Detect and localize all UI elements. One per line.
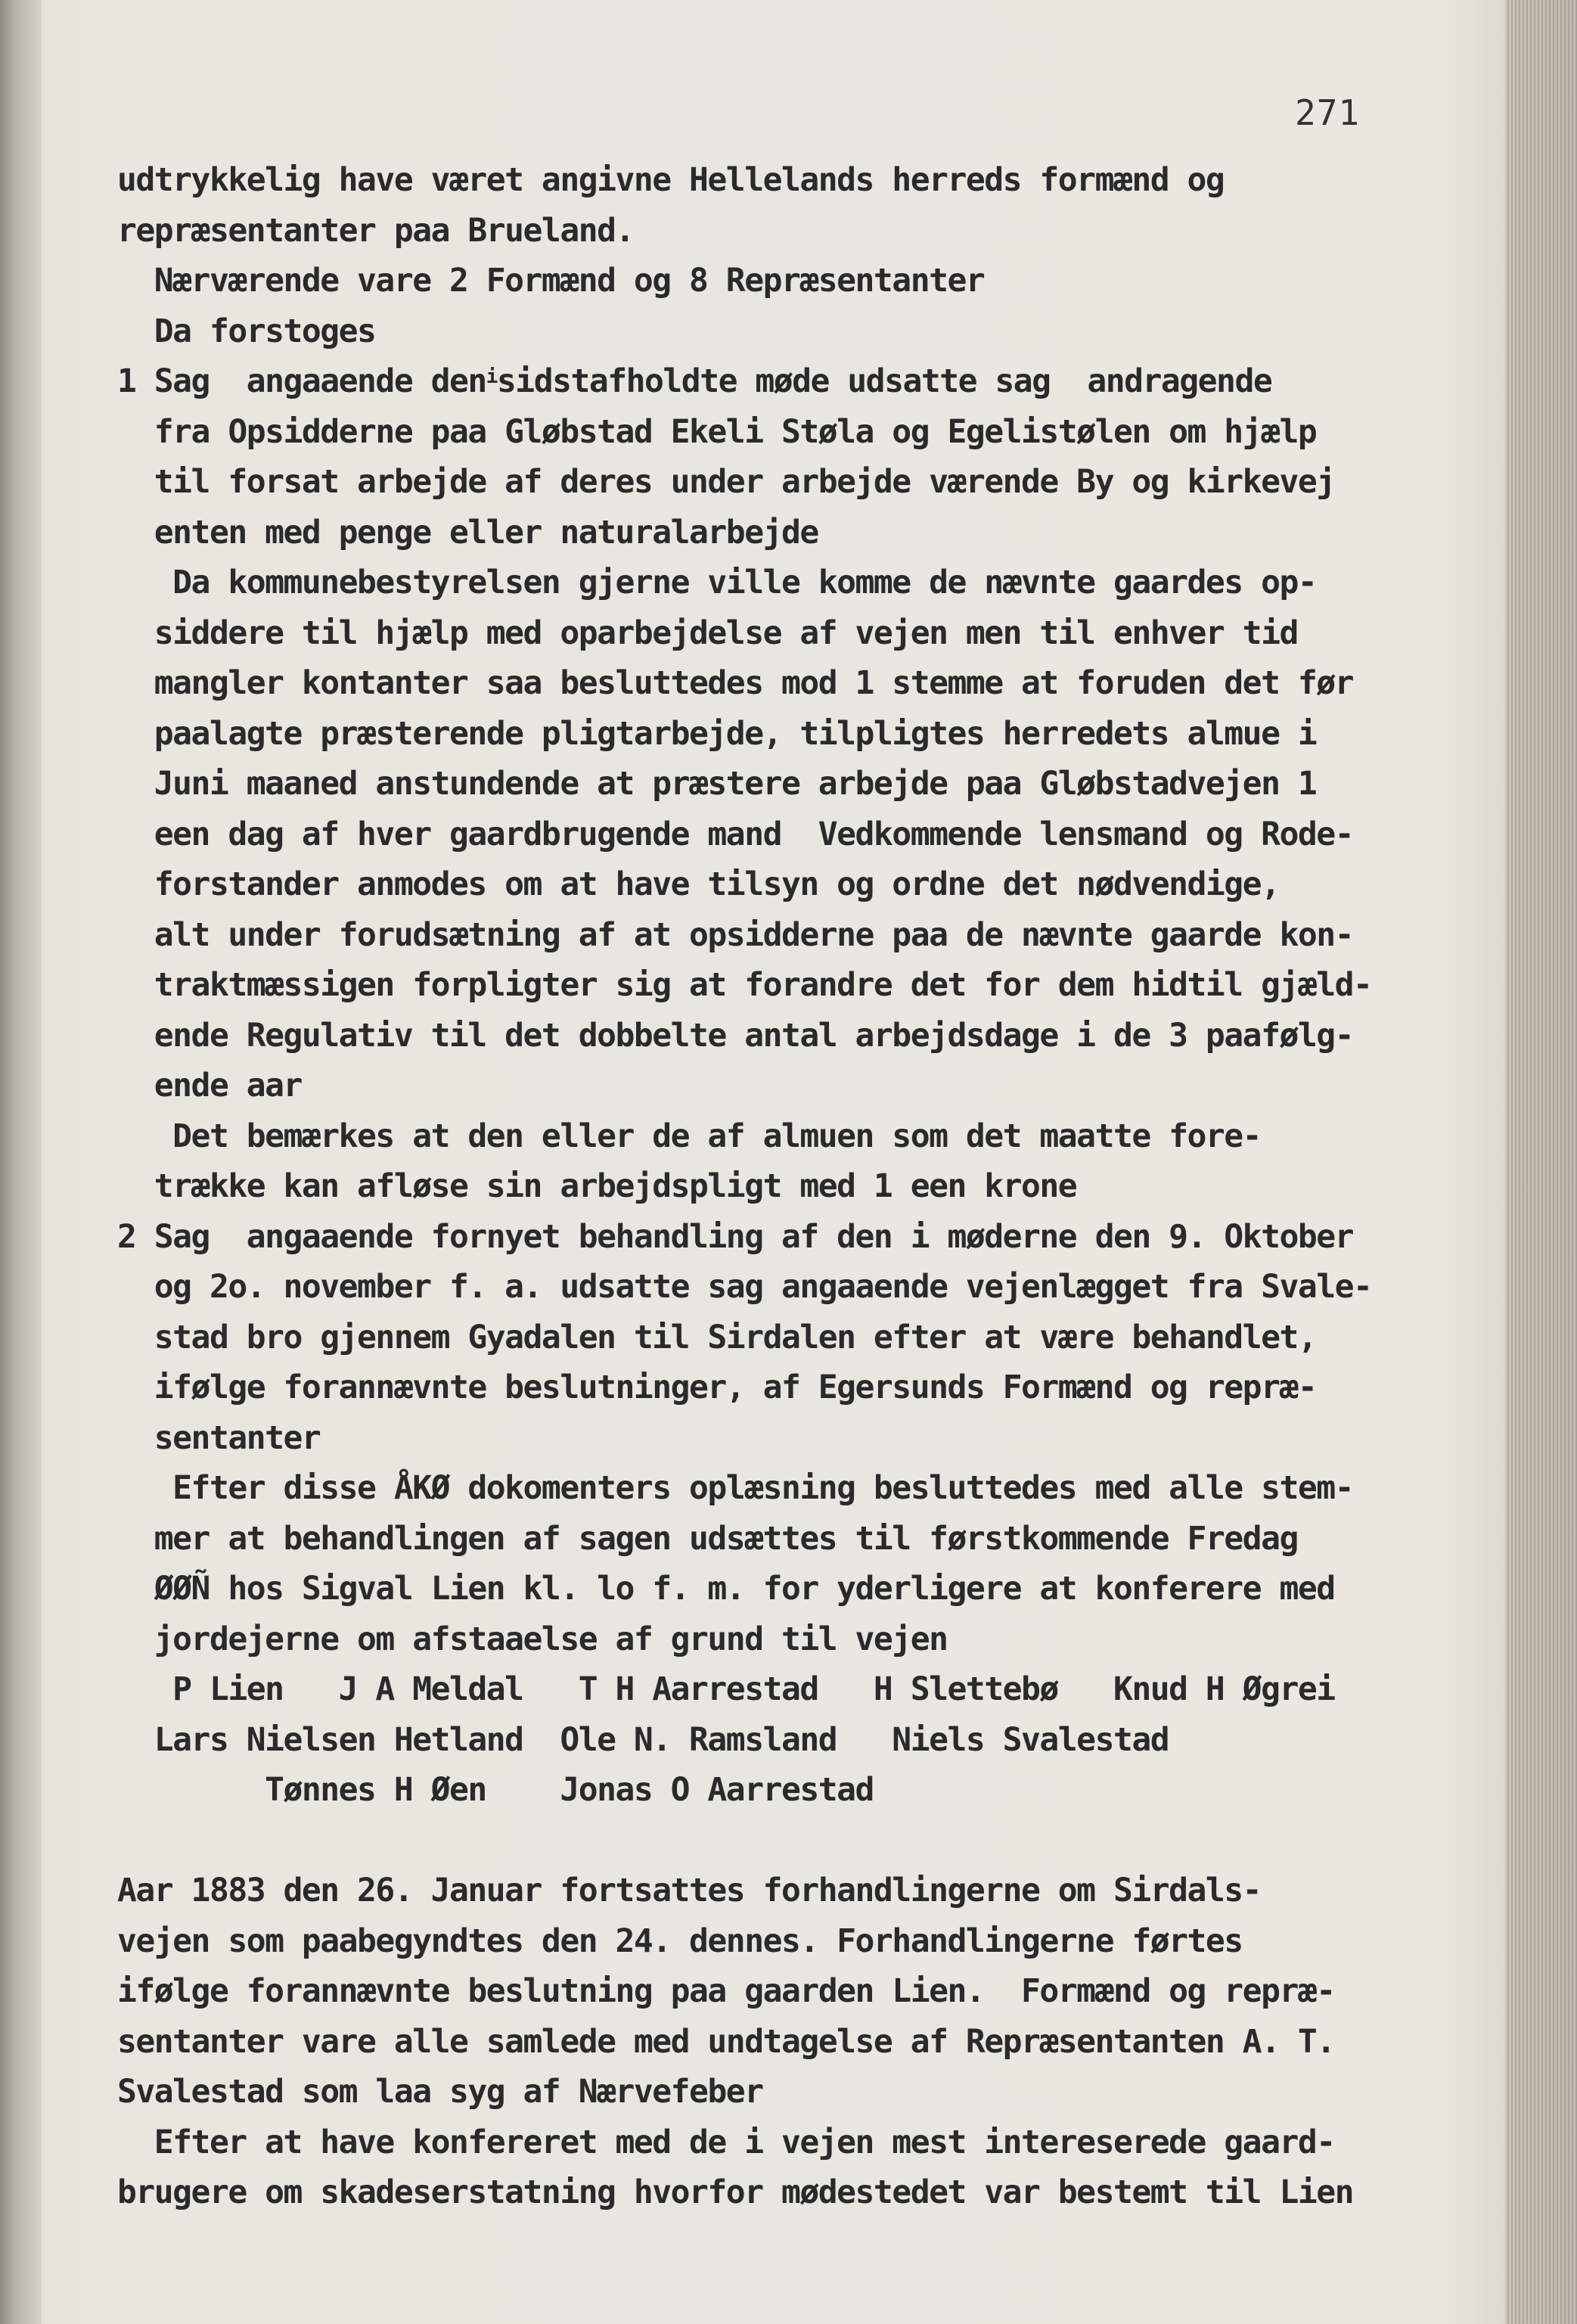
text-line: Aar 1883 den 26. Januar fortsattes forhandlingerne om Sirdals-	[117, 1872, 1262, 1909]
text-segment: 1 Sag angaaende den	[117, 362, 486, 400]
text-line: og 2o. november f. a. udsatte sag angaaende vejenlægget fra Svale-	[117, 1268, 1372, 1306]
text-line: ifølge forannævnte beslutning paa gaarden Lien. Formænd og repræ-	[117, 1972, 1335, 2010]
signature-line: Tønnes H Øen Jonas O Aarrestad	[117, 1771, 874, 1809]
text-line: forstander anmodes om at have tilsyn og ordne det nødvendige,	[117, 865, 1280, 903]
text-line: jordejerne om afstaaelse af grund til vejen	[117, 1620, 948, 1658]
text-line: sentanter vare alle samlede med undtagelse af Repræsentanten A. T.	[117, 2022, 1335, 2061]
text-line: udtrykkelig have været angivne Hellelands herreds formænd og	[117, 161, 1225, 199]
blank-line	[117, 1816, 1494, 1866]
text-line: ende Regulativ til det dobbelte antal arbejdsdage i de 3 paafølg-	[117, 1016, 1354, 1055]
text-line: mer at behandlingen af sagen udsættes til førstkommende Fredag	[117, 1519, 1298, 1558]
text-line: mangler kontanter saa besluttedes mod 1 stemme at foruden det før	[117, 664, 1354, 702]
signature-line: Lars Nielsen Hetland Ole N. Ramsland Niels Svalestad	[117, 1720, 1169, 1759]
text-line: ende aar	[117, 1067, 302, 1105]
page-gutter	[0, 0, 42, 2324]
text-line: siddere til hjælp med oparbejdelse af vejen men til enhver tid	[117, 614, 1298, 652]
text-line: trække kan afløse sin arbejdspligt med 1 een krone	[117, 1167, 1077, 1205]
text-line: Det bemærkes at den eller de af almuen som det maatte fore-	[117, 1117, 1262, 1155]
text-line: brugere om skadeserstatning hvorfor mødestedet var bestemt til Lien	[117, 2173, 1354, 2211]
text-line: Da kommunebestyrelsen gjerne ville komme de nævnte gaardes op-	[117, 564, 1317, 601]
text-line: paalagte præsterende pligtarbejde, tilpligtes herredets almue i	[117, 714, 1317, 753]
text-line: Svalestad som laa syg af Nærvefeber	[117, 2073, 763, 2111]
text-segment: sidstafholdte møde udsatte sag andragende	[496, 362, 1272, 400]
text-line: Da forstoges	[117, 312, 376, 350]
text-line: ifølge forannævnte beslutninger, af Egersunds Formænd og repræ-	[117, 1369, 1317, 1406]
text-line: Nærværende vare 2 Formænd og 8 Repræsentanter	[117, 262, 985, 300]
typewritten-text	[117, 155, 1494, 2218]
text-line: enten med penge eller naturalarbejde	[117, 513, 818, 551]
text-line: Efter disse ÅKØ dokomenters oplæsning besluttedes med alle stem-	[117, 1469, 1354, 1507]
text-line: vejen som paabegyndtes den 24. dennes. Forhandlingerne førtes	[117, 1922, 1243, 1960]
signature-line: P Lien J A Meldal T H Aarrestad H Slettebø Knud H Øgrei	[117, 1670, 1335, 1708]
text-line: traktmæssigen forpligter sig at forandre det for dem hidtil gjæld-	[117, 966, 1372, 1004]
text-line: fra Opsidderne paa Gløbstad Ekeli Støla og Egelistølen om hjælp	[117, 412, 1317, 451]
text-line: Juni maaned anstundende at præstere arbejde paa Gløbstadvejen 1	[117, 765, 1317, 803]
page-number: 271	[1295, 92, 1361, 133]
text-line: repræsentanter paa Brueland.	[117, 211, 634, 250]
text-line: stad bro gjennem Gyadalen til Sirdalen efter at være behandlet,	[117, 1318, 1317, 1356]
superscript: i	[486, 365, 497, 388]
text-line: alt under forudsætning af at opsidderne paa de nævnte gaarde kon-	[117, 915, 1354, 954]
page-edges	[1505, 0, 1577, 2324]
text-line: een dag af hver gaardbrugende mand Vedkommende lensmand og Rode-	[117, 815, 1354, 853]
text-line: til forsat arbejde af deres under arbejde værende By og kirkevej	[117, 463, 1335, 501]
text-line: 2 Sag angaaende fornyet behandling af den i møderne den 9. Oktober	[117, 1217, 1354, 1256]
text-line: Efter at have konfereret med de i vejen mest intereserede gaard-	[117, 2123, 1335, 2161]
text-line: sentanter	[117, 1418, 321, 1457]
text-line: ØØÑ hos Sigval Lien kl. lo f. m. for yderligere at konferere med	[117, 1570, 1335, 1608]
text-line-with-superscript	[117, 356, 1494, 407]
